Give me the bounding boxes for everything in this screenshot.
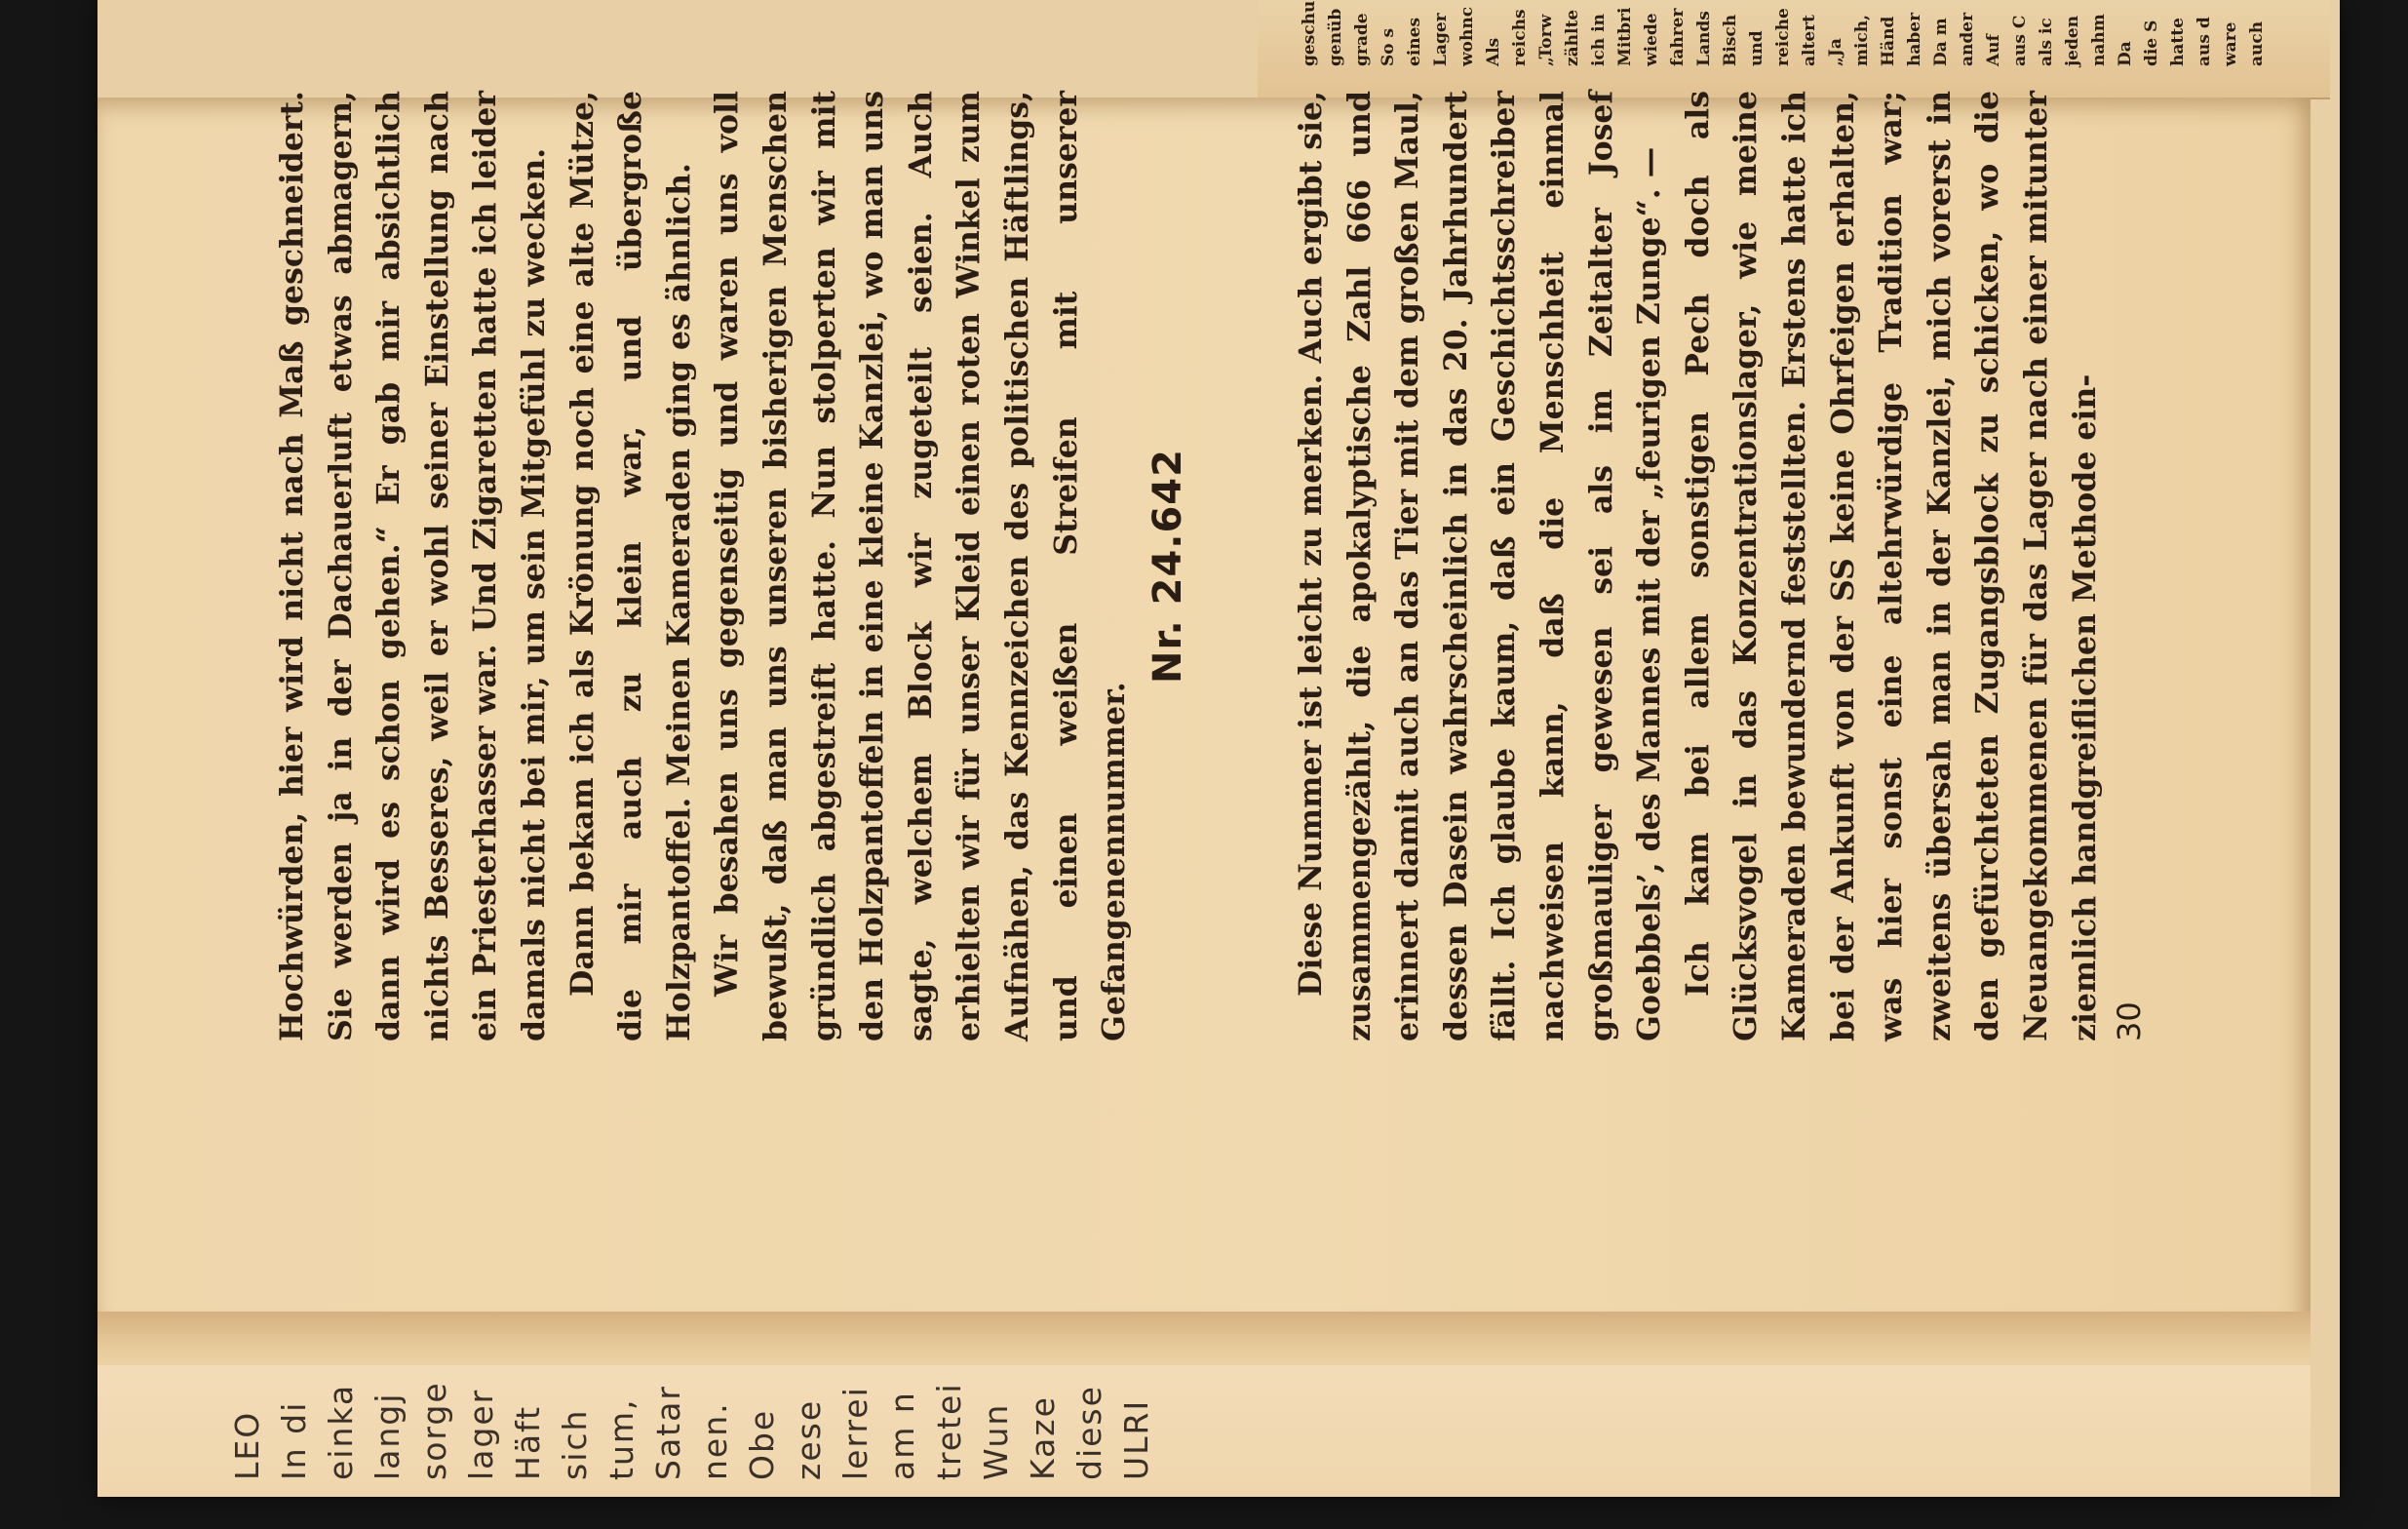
text-fragment: jeden — [2063, 15, 2082, 66]
text-fragment: sich — [556, 1408, 594, 1480]
text-fragment: grade — [1352, 13, 1372, 66]
text-fragment: ULRI — [1117, 1398, 1155, 1480]
paragraph: Hochwürden, hier wird nicht nach Maß geschneidert. Sie werden ja in der Dachauerluft etwas abmagern, dann wird es schon gehen.“ Er gab mir absichtlich nichts Besseres, weil er wohl seiner Einstellung nach ein Priesterhasser war. Und Zigaretten hatte ich leider damals nicht bei mir, um sein Mitgefühl zu wecken. — [274, 91, 552, 1041]
text-fragment: Obe — [743, 1408, 781, 1480]
text-fragment: die S — [2142, 20, 2161, 66]
text-fragment: haber — [1905, 12, 1924, 66]
text-fragment: lager — [462, 1388, 500, 1480]
text-fragment: Mitbri — [1615, 7, 1635, 66]
text-fragment: langj — [369, 1392, 407, 1480]
text-fragment: diese — [1070, 1385, 1108, 1480]
text-fragment: Händ — [1879, 16, 1898, 66]
text-fragment: „Ja — [1826, 38, 1845, 66]
paragraph: Diese Nummer ist leicht zu merken. Auch ergibt sie, zusammengezählt, die apokalyptische Zahl 666 und erinnert damit auch an das Tier mit dem großen Maul, dessen Dasein wahrscheinlich in das 20. Jahrhundert fällt. Ich glaube kaum, daß ein Geschichtsschreiber nachweisen kann, daß die Menschheit einmal großmauliger gewesen sei als im Zeitalter Josef Goebbels’, des Mannes mit der „feurigen Zunge“. — — [1293, 91, 1668, 1041]
text-fragment: In di — [275, 1400, 313, 1480]
text-fragment: aus d — [2194, 17, 2214, 66]
text-fragment: eines — [1405, 17, 1424, 66]
text-fragment: Als — [1484, 37, 1503, 66]
text-fragment: lerrei — [836, 1386, 874, 1480]
text-fragment: auch — [2247, 20, 2267, 66]
text-fragment: nahm — [2089, 14, 2109, 66]
text-fragment: und — [1747, 30, 1767, 66]
text-fragment: ware — [2221, 21, 2240, 66]
paragraph: Dann bekam ich als Krönung noch eine alte Mütze, die mir auch zu klein war, und übergroße Holzpantoffel. Meinen Kameraden ging es ähnlich. — [563, 91, 697, 1041]
neighbour-page-bottom-text — [224, 1334, 1979, 1480]
text-fragment: So s — [1379, 27, 1398, 66]
text-fragment: tum, — [602, 1397, 641, 1480]
text-fragment: LEO — [228, 1410, 266, 1480]
text-fragment: reiche — [1773, 8, 1793, 66]
text-fragment: geschu — [1300, 0, 1319, 66]
paragraph: Wir besahen uns gegenseitig und waren uns voll bewußt, daß man uns unseren bisherigen Menschen gründlich abgestreift hatte. Nun stolperten wir mit den Holzpantoffeln in eine kleine Kanzlei, wo man uns sagte, welchem Block wir zugeteilt seien. Auch erhielten wir für unser Kleid einen roten Winkel zum Aufnähen, das Kennzeichen des politischen Häftlings, und einen weißen Streifen mit unserer Gefangenennummer. — [709, 91, 1133, 1041]
text-fragment: einka — [322, 1383, 360, 1480]
text-fragment: Häft — [509, 1404, 547, 1480]
main-text-block — [268, 91, 1139, 1041]
page-number: 30 — [2111, 1001, 2148, 1041]
text-fragment: fahrer — [1668, 8, 1688, 66]
text-fragment: ich in — [1589, 14, 1609, 66]
text-fragment: zählte — [1563, 9, 1582, 66]
text-fragment: aus C — [2010, 15, 2030, 66]
text-fragment: nen. — [696, 1401, 734, 1480]
section-heading: Nr. 24.642 — [1146, 449, 1190, 684]
text-fragment: Auf — [1984, 34, 2003, 66]
text-fragment: tretei — [930, 1382, 968, 1480]
text-fragment: genüb — [1326, 8, 1345, 66]
text-fragment: Da m — [1931, 18, 1951, 66]
paragraph: Ich kam bei allem sonstigen Pech doch als Glücksvogel in das Konzentrationslager, wie meine Kameraden bewundernd feststellten. Erstens hatte ich bei der Ankunft von der SS keine Ohrfeigen erhalten, was hier sonst eine altehrwürdige Tradition war; zweitens übersah man in der Kanzlei, mich vorerst in den gefürchteten Zugangsblock zu schicken, wo die Neuangekommenen für das Lager nach einer mitunter ziemlich handgreiflichen Methode ein- — [1679, 91, 2103, 1041]
text-fragment: Lands — [1694, 11, 1714, 66]
text-fragment: wohnc — [1457, 6, 1477, 66]
text-fragment: Lager — [1431, 13, 1451, 66]
text-fragment: wiede — [1642, 13, 1661, 66]
text-fragment: Wun — [977, 1402, 1015, 1480]
text-fragment: Satar — [649, 1385, 687, 1480]
text-fragment: Kaze — [1024, 1395, 1062, 1480]
text-fragment: mich, — [1852, 14, 1872, 66]
text-fragment: „Torw — [1536, 14, 1556, 66]
text-fragment: hatte — [2168, 18, 2188, 66]
second-text-block — [1287, 91, 2109, 1041]
text-fragment: am n — [883, 1391, 921, 1480]
neighbour-page-top-text — [1297, 0, 2408, 66]
text-fragment: Bisch — [1721, 14, 1740, 66]
text-fragment: reichs — [1510, 9, 1530, 66]
text-fragment: ander — [1958, 12, 1977, 66]
text-fragment: zese — [790, 1398, 828, 1480]
text-fragment: als ic — [2037, 18, 2056, 66]
text-fragment: sorge — [415, 1381, 453, 1480]
text-fragment: Da — [2116, 41, 2135, 66]
text-fragment: altert — [1800, 15, 1819, 66]
